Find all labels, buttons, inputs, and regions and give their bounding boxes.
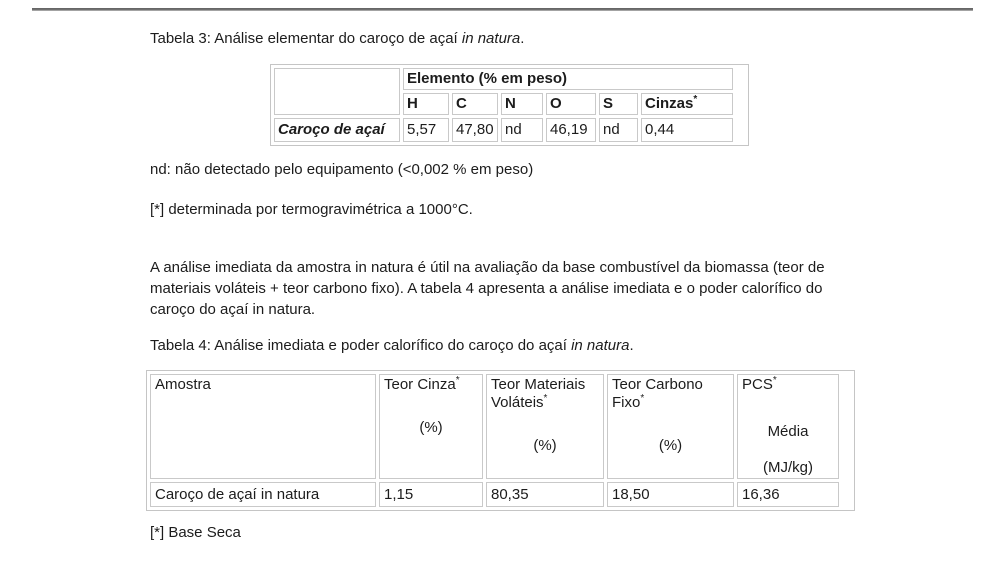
table3-caption-italic: in natura bbox=[461, 30, 521, 47]
table3-value-h: 5,57 bbox=[403, 118, 449, 142]
table3-data-row bbox=[274, 118, 733, 142]
table4-caption-text: Tabela 4: Análise imediata e poder calorífico do caroço do açaí bbox=[150, 337, 572, 354]
footnote-nd: nd: não detectado pelo equipamento (<0,002 % em peso) bbox=[150, 161, 534, 178]
footnote-marker: * bbox=[543, 393, 548, 404]
table4-amostra-label: Amostra bbox=[155, 376, 211, 393]
table3-caption bbox=[150, 29, 524, 48]
table3-cinzas-label: Cinzas bbox=[645, 95, 694, 112]
table4-caption-period: . bbox=[629, 337, 634, 354]
table4-header-amostra bbox=[150, 374, 376, 479]
footnote-thermogravimetric: [*] determinada por termogravimétrica a 1000°C. bbox=[150, 201, 473, 218]
table4-data-row bbox=[150, 482, 839, 507]
table3-col-header-s: S bbox=[599, 93, 638, 115]
table3-value-o: 46,19 bbox=[546, 118, 596, 142]
table4-value-carbono: 18,50 bbox=[607, 482, 734, 507]
table4-header-teor-cinza bbox=[379, 374, 483, 479]
footnote-marker: * bbox=[693, 94, 698, 105]
table4-pcs-label bbox=[742, 376, 834, 394]
table4-materiais-label bbox=[491, 376, 599, 412]
table3-col-header-o: O bbox=[546, 93, 596, 115]
table3-col-header-cinzas bbox=[641, 93, 733, 115]
table3-value-s: nd bbox=[599, 118, 638, 142]
table4-materiais-unit: (%) bbox=[533, 437, 557, 454]
table3-col-header-n: N bbox=[501, 93, 543, 115]
body-paragraph: A análise imediata da amostra in natura é útil na avaliação da base combustível da biomassa (teor de materiais voláteis + teor carbono fixo). A tabela 4 apresenta a análise imediata e o poder calorífico do caroço do açaí in natura. bbox=[150, 259, 825, 318]
table3 bbox=[271, 65, 736, 145]
footnote-base-seca: [*] Base Seca bbox=[150, 524, 241, 541]
table4-row-label: Caroço de açaí in natura bbox=[150, 482, 376, 507]
table4-caption bbox=[150, 336, 634, 355]
table4-value-pcs: 16,36 bbox=[737, 482, 839, 507]
horizontal-rule bbox=[32, 8, 973, 11]
table4-header-materiais-volateis bbox=[486, 374, 604, 479]
table3-col-header-c: C bbox=[452, 93, 498, 115]
table3-col-header-h: H bbox=[403, 93, 449, 115]
table4-carbono-label bbox=[612, 376, 729, 412]
table3-wrapper bbox=[270, 64, 749, 146]
table4-pcs-media: Média bbox=[767, 423, 809, 440]
table4-wrapper bbox=[146, 370, 855, 511]
table4-carbono-text: Teor Carbono Fixo bbox=[612, 376, 703, 411]
footnote-marker: * bbox=[640, 393, 645, 404]
table4-value-cinza: 1,15 bbox=[379, 482, 483, 507]
table3-value-c: 47,80 bbox=[452, 118, 498, 142]
table4-header-pcs bbox=[737, 374, 839, 479]
table4-cinza-label bbox=[384, 376, 478, 394]
footnote-marker: * bbox=[455, 375, 460, 386]
table4-pcs-text: PCS bbox=[742, 376, 773, 393]
table3-empty-corner-cell bbox=[274, 68, 400, 115]
table3-caption-period: . bbox=[520, 30, 525, 47]
table4-cinza-unit: (%) bbox=[419, 419, 443, 436]
table3-row-label: Caroço de açaí bbox=[274, 118, 400, 142]
table4 bbox=[147, 371, 842, 510]
table4-pcs-unit: (MJ/kg) bbox=[763, 459, 813, 476]
table3-caption-text: Tabela 3: Análise elementar do caroço de açaí bbox=[150, 30, 462, 47]
table3-value-cinzas: 0,44 bbox=[641, 118, 733, 142]
table3-group-header-cell: Elemento (% em peso) bbox=[403, 68, 733, 90]
table4-header-row bbox=[150, 374, 839, 479]
table4-carbono-unit: (%) bbox=[658, 437, 683, 454]
table4-value-materiais: 80,35 bbox=[486, 482, 604, 507]
table4-caption-italic: in natura bbox=[571, 337, 630, 354]
table4-header-carbono-fixo bbox=[607, 374, 734, 479]
table4-materiais-text: Teor Materiais Voláteis bbox=[491, 376, 586, 411]
footnote-marker: * bbox=[772, 375, 777, 386]
table3-value-n: nd bbox=[501, 118, 543, 142]
table4-cinza-text: Teor Cinza bbox=[384, 376, 456, 393]
table3-group-header-row bbox=[274, 68, 733, 90]
